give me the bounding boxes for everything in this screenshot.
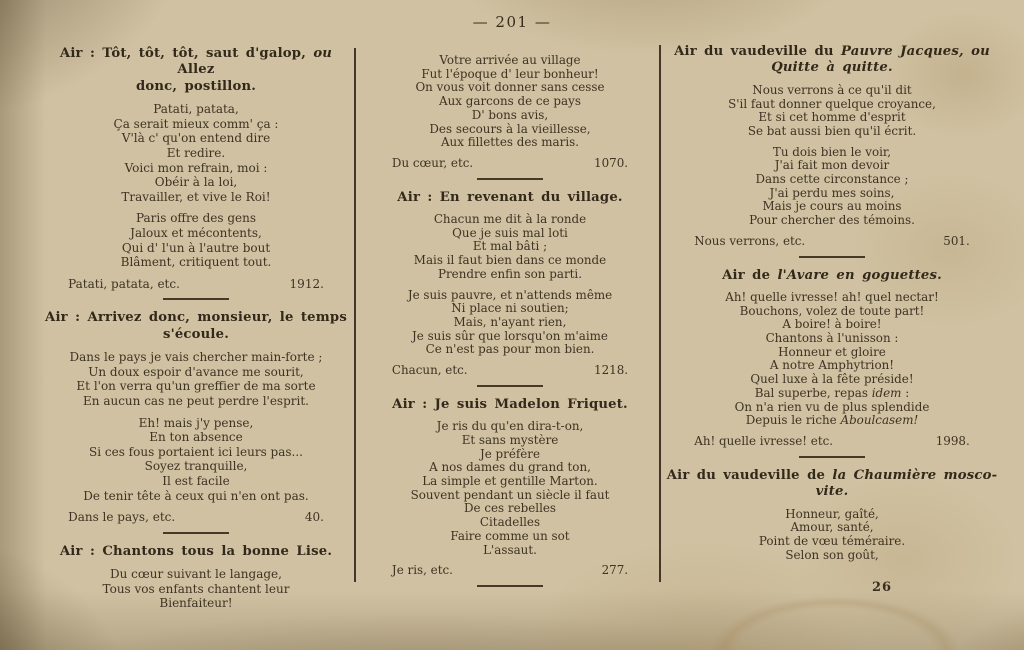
song-title-line: [366, 190, 654, 206]
verse-line: [725, 305, 938, 319]
verse-line: [728, 98, 936, 112]
text: A notre Amphytrion!: [769, 358, 895, 373]
text: Eh! mais j'y pense,: [138, 415, 254, 430]
verse-line: [411, 530, 610, 544]
verse-line: [414, 254, 606, 268]
verse-line: [408, 316, 612, 330]
text: En aucun cas ne peut perdre l'esprit.: [83, 393, 309, 408]
verse-line: [414, 213, 606, 227]
verse-line: [114, 175, 279, 190]
verse-line: [414, 240, 606, 254]
italic-text: Pauvre Jacques,: [840, 44, 964, 59]
text: Tu dois bien le voir,: [772, 144, 892, 159]
text: Air : Tôt, tôt, tôt, saut d'galop,: [59, 46, 314, 61]
text: Air du vaudeville de: [666, 467, 833, 483]
text: Aux garcons de ce pays: [439, 94, 581, 109]
text: Des secours à la vieillesse,: [429, 121, 591, 136]
text: Air : Arrivez donc, monsieur, le temps: [45, 310, 347, 326]
verse-line: [725, 387, 938, 401]
air-number: 501.: [943, 233, 970, 248]
verse-line: [411, 461, 610, 475]
verse-line: [728, 84, 936, 98]
verse-line: [114, 190, 279, 205]
song-title: [40, 310, 352, 343]
verse-line: [411, 544, 610, 558]
text: Point de vœu téméraire.: [758, 533, 906, 548]
text: On n'a rien vu de plus splendide: [734, 399, 930, 414]
text: Pour chercher des témoins.: [749, 213, 915, 228]
refrain-label: Dans le pays, etc.: [68, 510, 176, 525]
text: Bienfaiteur!: [159, 596, 233, 611]
verse-line: [728, 111, 936, 125]
text: V'là c' qu'on entend dire: [121, 131, 271, 146]
text: Dans le pays je vais chercher main-forte ;: [69, 350, 323, 365]
verse-line: [103, 596, 290, 611]
song-title: [366, 397, 654, 413]
text: Obéir à la loi,: [154, 175, 238, 190]
text: [964, 44, 971, 59]
song-title: [40, 46, 352, 95]
column-divider-right: [659, 45, 661, 582]
refrain-line: [694, 235, 970, 249]
verse-line: [70, 394, 323, 409]
verse-line: [414, 268, 606, 282]
stanza: [414, 213, 606, 282]
text: Allez: [177, 62, 215, 78]
verse-line: [83, 430, 308, 445]
text: Mais il faut bien dans ce monde: [413, 253, 607, 268]
verse-line: [411, 489, 610, 503]
text: Travailler, et vive le Roi!: [121, 189, 271, 204]
verse-line: [408, 302, 612, 316]
text: Et redire.: [166, 146, 226, 160]
text: donc, postillon.: [135, 78, 257, 94]
text: Patati, patata,: [153, 102, 239, 117]
verse-line: [414, 227, 606, 241]
stanza: [114, 102, 279, 204]
refrain-label: Nous verrons, etc.: [694, 233, 806, 248]
refrain-line: [68, 277, 324, 292]
stanza: [103, 567, 290, 611]
verse-line: [725, 373, 938, 387]
text: Air de: [722, 267, 778, 283]
text: Que je suis mal loti: [452, 225, 568, 240]
verse-line: [759, 549, 905, 563]
verse-line: [408, 330, 612, 344]
text: Jaloux et mécontents,: [130, 225, 262, 240]
verse-line: [749, 187, 915, 201]
text: Aux fillettes des maris.: [440, 135, 580, 150]
text: De ces rebelles: [463, 501, 557, 516]
verse-line: [759, 508, 905, 522]
text: Et si cet homme d'esprit: [758, 110, 906, 125]
song-title-line: [40, 79, 352, 95]
verse-line: [70, 379, 323, 394]
verse-line: [411, 502, 610, 516]
song-title-line: [366, 397, 654, 413]
song-title-line: [664, 60, 1000, 76]
text: Voici mon refrain, moi :: [124, 160, 268, 175]
stanza: [725, 291, 938, 428]
text: Il est facile: [162, 473, 230, 488]
text: Ça serait mieux comm' ça :: [113, 116, 279, 131]
italic-text: idem: [871, 385, 902, 400]
text: L'assaut.: [483, 542, 537, 557]
section-divider: [477, 585, 543, 587]
section-divider: [799, 256, 865, 258]
verse-line: [83, 416, 308, 431]
text: Qui d' l'un à l'autre bout: [121, 240, 271, 255]
refrain-line: [392, 564, 628, 578]
verse-line: [415, 81, 604, 95]
verse-line: [749, 146, 915, 160]
verse-line: [103, 582, 290, 597]
refrain-label: Je ris, etc.: [391, 563, 453, 578]
section-divider: [799, 456, 865, 458]
verse-line: [121, 226, 272, 241]
text: J'ai perdu mes soins,: [769, 185, 895, 200]
column-3: [664, 44, 1000, 569]
song-title-line: [664, 468, 1000, 484]
text: Ni place ni soutien;: [451, 301, 569, 316]
verse-line: [749, 200, 915, 214]
verse-line: [70, 365, 323, 380]
text: Air : Je suis Madelon Friquet.: [392, 396, 628, 412]
text: Ah! quelle ivresse! ah! quel nectar!: [725, 289, 939, 304]
signature-number: 26: [872, 580, 893, 595]
verse-line: [725, 291, 938, 305]
song-title-line: [664, 44, 1000, 60]
refrain-label: Ah! quelle ivresse! etc.: [694, 433, 834, 448]
song-title-line: [664, 484, 1000, 500]
text: Chantons à l'unisson :: [765, 331, 899, 346]
text: Du cœur suivant le langage,: [110, 567, 282, 582]
text: Mais, n'ayant rien,: [453, 314, 567, 329]
text: D' bons avis,: [471, 107, 549, 122]
verse-line: [114, 131, 279, 146]
refrain-label: Chacun, etc.: [391, 363, 468, 378]
text: Paris offre des gens: [135, 211, 257, 226]
verse-line: [83, 445, 308, 460]
air-number: 1218.: [594, 363, 629, 378]
text: Soyez tranquille,: [144, 459, 248, 474]
verse-line: [121, 241, 272, 256]
verse-line: [411, 516, 610, 530]
section-divider: [477, 385, 543, 387]
verse-line: [759, 535, 905, 549]
verse-line: [725, 401, 938, 415]
italic-text: ou: [313, 46, 333, 61]
text: Si ces fous portaient ici leurs pas...: [89, 444, 303, 459]
text: J'ai fait mon devoir: [774, 158, 890, 173]
song-title: [366, 190, 654, 206]
song-title: [664, 44, 1000, 77]
italic-text: vite.: [815, 484, 849, 500]
refrain-line: [392, 364, 628, 378]
song-title: [664, 268, 1000, 284]
text: Je ris du qu'en dira-t-on,: [436, 419, 584, 434]
stanza: [83, 416, 308, 504]
text: Un doux espoir d'avance me sourit,: [88, 364, 304, 379]
text: Air : Chantons tous la bonne Lise.: [59, 543, 333, 559]
verse-line: [415, 95, 604, 109]
text: Se bat aussi bien qu'il écrit.: [747, 123, 917, 138]
text: Je suis sûr que lorsqu'on m'aime: [412, 328, 608, 343]
song-title-line: [40, 327, 352, 343]
column-divider-left: [354, 48, 356, 582]
text: En ton absence: [149, 430, 243, 445]
verse-line: [415, 54, 604, 68]
verse-line: [411, 420, 610, 434]
air-number: 277.: [601, 563, 629, 578]
air-number: 1912.: [289, 276, 324, 291]
verse-line: [411, 448, 610, 462]
text: Votre arrivée au village: [439, 53, 581, 67]
verse-line: [103, 567, 290, 582]
text: A nos dames du grand ton,: [429, 460, 591, 475]
verse-line: [83, 459, 308, 474]
song-title-line: [40, 310, 352, 326]
stanza: [70, 350, 323, 408]
song-title: [664, 468, 1000, 501]
text: Et l'on verra qu'un greffier de ma sorte: [76, 379, 316, 394]
verse-line: [114, 102, 279, 117]
text: Et sans mystère: [461, 432, 559, 447]
text: De tenir tête à ceux qui n'en ont pas.: [83, 488, 309, 503]
text: Blâment, critiquent tout.: [120, 255, 272, 270]
italic-text: Aboulcasem!: [840, 413, 919, 428]
song-title: [40, 544, 352, 560]
refrain-line: [68, 510, 324, 525]
verse-line: [728, 125, 936, 139]
text: Air du vaudeville du: [674, 44, 841, 59]
italic-text: la Chaumière mosco-: [832, 467, 998, 483]
verse-line: [114, 146, 279, 161]
column-1: [40, 46, 352, 618]
verse-line: [415, 109, 604, 123]
text: Selon son goût,: [785, 547, 879, 562]
verse-line: [408, 289, 612, 303]
text: Depuis le riche: [745, 413, 841, 428]
air-number: 1070.: [594, 155, 629, 170]
verse-line: [415, 123, 604, 137]
section-divider: [163, 532, 229, 534]
verse-line: [725, 346, 938, 360]
italic-text: l'Avare en goguettes.: [777, 267, 942, 283]
verse-line: [749, 214, 915, 228]
verse-line: [411, 475, 610, 489]
italic-text: ou: [971, 44, 990, 59]
text: Nous verrons à ce qu'il dit: [752, 82, 912, 97]
text: Quel luxe à la fête préside!: [750, 372, 914, 387]
verse-line: [121, 255, 272, 270]
section-divider: [163, 298, 229, 300]
song-title-line: [40, 544, 352, 560]
verse-line: [749, 159, 915, 173]
verse-line: [725, 359, 938, 373]
text: A boire! à boire!: [782, 317, 882, 332]
refrain-line: [392, 157, 628, 171]
text: Tous vos enfants chantent leur: [102, 581, 290, 596]
verse-line: [725, 318, 938, 332]
text: Amour, santé,: [790, 520, 874, 535]
verse-line: [749, 173, 915, 187]
text: Je suis pauvre, et n'attends même: [407, 287, 613, 302]
verse-line: [415, 68, 604, 82]
verse-line: [415, 136, 604, 150]
text: Citadelles: [479, 515, 541, 530]
text: On vous voit donner sans cesse: [415, 80, 605, 95]
song-title-line: [40, 46, 352, 79]
verse-line: [83, 489, 308, 504]
stanza: [728, 84, 936, 139]
verse-line: [408, 343, 612, 357]
page-number: — 201 —: [472, 13, 552, 31]
verse-line: [725, 414, 938, 428]
text: Honneur et gloire: [778, 344, 886, 359]
stanza: [759, 508, 905, 563]
verse-line: [759, 521, 905, 535]
stanza: [408, 289, 612, 358]
air-number: 40.: [304, 510, 324, 525]
stanza: [415, 54, 604, 150]
verse-line: [83, 474, 308, 489]
verse-line: [114, 117, 279, 132]
text: Fut l'époque d' leur bonheur!: [421, 66, 599, 81]
text: Et mal bâti ;: [472, 239, 548, 254]
text: Honneur, gaîté,: [785, 506, 879, 521]
refrain-label: Patati, patata, etc.: [68, 276, 180, 291]
text: :: [901, 385, 910, 400]
verse-line: [114, 161, 279, 176]
stanza: [121, 211, 272, 269]
text: Air : En revenant du village.: [397, 189, 623, 205]
verse-line: [411, 434, 610, 448]
refrain-label: Du cœur, etc.: [391, 155, 474, 170]
text: Faire comme un sot: [450, 528, 570, 543]
text: S'il faut donner quelque croyance,: [728, 96, 936, 111]
verse-line: [121, 211, 272, 226]
italic-text: Quitte à quitte.: [771, 60, 893, 76]
text: Ce n'est pas pour mon bien.: [425, 342, 595, 357]
text: La simple et gentille Marton.: [422, 473, 598, 488]
stanza: [749, 146, 915, 228]
text: Souvent pendant un siècle il faut: [410, 487, 610, 502]
text: Prendre enfin son parti.: [437, 266, 582, 281]
text: Bouchons, volez de toute part!: [739, 303, 925, 318]
column-2: [366, 54, 654, 594]
text: Mais je cours au moins: [762, 199, 902, 214]
text: s'écoule.: [162, 326, 230, 342]
refrain-line: [694, 435, 970, 449]
text: Bal superbe, repas: [754, 385, 872, 400]
verse-line: [70, 350, 323, 365]
verse-line: [725, 332, 938, 346]
song-title-line: [664, 268, 1000, 284]
section-divider: [477, 178, 543, 180]
text: Chacun me dit à la ronde: [433, 212, 587, 227]
text: Dans cette circonstance ;: [755, 172, 909, 187]
air-number: 1998.: [935, 433, 970, 448]
text: Je préfère: [479, 446, 541, 461]
stanza: [411, 420, 610, 557]
